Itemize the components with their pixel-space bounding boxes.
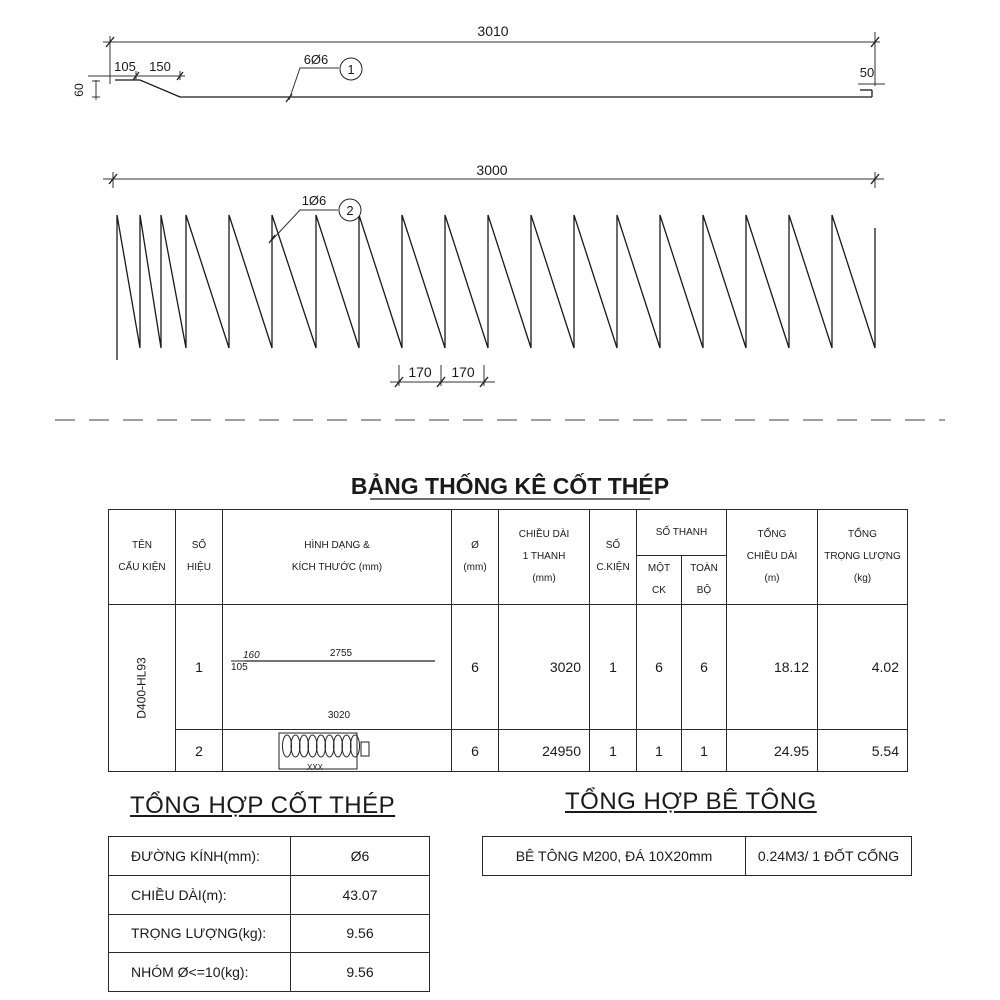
- header-name: TÊN CẤU KIỆN: [109, 510, 176, 605]
- svg-text:160: 160: [243, 649, 260, 661]
- coil-loop: [342, 735, 351, 757]
- header-total-bars: TOÀN BỘ: [682, 556, 727, 605]
- table-row: BÊ TÔNG M200, ĐÁ 10X20mm 0.24M3/ 1 ĐỐT CỐNG: [483, 837, 912, 876]
- coil-loop: [308, 735, 317, 757]
- element-name: D400-HL93: [109, 605, 176, 772]
- svg-text:XXX: XXX: [306, 763, 324, 772]
- table-row: NHÓM Ø<=10(kg): 9.56: [109, 953, 430, 992]
- rebar-schedule-table: [108, 509, 908, 772]
- table-row: [109, 730, 908, 772]
- row-2-no: 2: [176, 730, 223, 772]
- table-row: TRỌNG LƯỢNG(kg): 9.56: [109, 914, 430, 953]
- bar-2-mark: 1Ø6: [301, 193, 327, 208]
- bar-1-end-hook: 50: [859, 65, 875, 80]
- row-2-elements: 1: [590, 730, 637, 772]
- header-length: CHIỀU DÀI 1 THANH (mm): [499, 510, 590, 605]
- bar-1-total-length: 3010: [477, 23, 509, 39]
- row-1-diameter: 6: [452, 605, 499, 730]
- row-1-no: 1: [176, 605, 223, 730]
- rebar-drawing: [0, 0, 1000, 440]
- row-1-elements: 1: [590, 605, 637, 730]
- bar-2-pitch-b: 170: [451, 364, 475, 380]
- table-title: [340, 468, 680, 502]
- coil-loop: [317, 735, 326, 757]
- svg-text:BẢNG THỐNG KÊ CỐT THÉP: BẢNG THỐNG KÊ CỐT THÉP: [350, 473, 670, 499]
- bar-2-drawing: [103, 162, 884, 387]
- header-per-element: MỘT CK: [637, 556, 682, 605]
- bar-1-bubble-number: 1: [347, 62, 355, 77]
- header-no: SỐ HIỆU: [176, 510, 223, 605]
- bar-1-height: 60: [72, 83, 86, 97]
- steel-summary-title: TỔNG HỢP CỐT THÉP: [130, 792, 396, 819]
- header-shape: HÌNH DẠNG & KÍCH THƯỚC (mm): [223, 510, 452, 605]
- bar-2-pitch-a: 170: [408, 364, 432, 380]
- concrete-summary-title: TỔNG HỢP BÊ TÔNG: [565, 788, 817, 815]
- row-2-per-element: 1: [637, 730, 682, 772]
- bar-1-mark: 6Ø6: [303, 52, 329, 67]
- coil-loop: [334, 735, 343, 757]
- row-2-total-weight: 5.54: [818, 730, 908, 772]
- bar-2-bubble-number: 2: [346, 203, 354, 218]
- row-1-shape-sketch: [223, 636, 451, 696]
- header-diameter: Ø (mm): [452, 510, 499, 605]
- table-row: ĐƯỜNG KÍNH(mm): Ø6: [109, 837, 430, 876]
- row-1-per-element: 6: [637, 605, 682, 730]
- row-1-total-weight: 4.02: [818, 605, 908, 730]
- row-1-total-bars: 6: [682, 605, 727, 730]
- header-total-length: TỔNG CHIỀU DÀI (m): [727, 510, 818, 605]
- bar-1-seg-b: 150: [149, 59, 171, 74]
- row-2-shape: [223, 710, 452, 772]
- bar-1-drawing: [72, 23, 885, 102]
- row-1-length: 3020: [499, 605, 590, 730]
- bar-2-total-length: 3000: [476, 162, 508, 178]
- row-1-total-length: 18.12: [727, 605, 818, 730]
- svg-text:105: 105: [231, 661, 248, 673]
- bar-1-shape: [115, 80, 872, 97]
- row-2-diameter: 6: [452, 730, 499, 772]
- concrete-summary-table: [482, 836, 912, 876]
- bar-1-seg-a: 105: [114, 59, 136, 74]
- svg-text:2755: 2755: [329, 647, 353, 659]
- row-2-shape-sketch: [223, 708, 451, 772]
- coil-loop: [300, 735, 309, 757]
- svg-text:3020: 3020: [327, 710, 351, 721]
- header-total-weight: TỔNG TRỌNG LƯỢNG (kg): [818, 510, 908, 605]
- coil-loop: [325, 735, 334, 757]
- header-elements: SỐ C.KIỆN: [590, 510, 637, 605]
- coil-loop: [351, 735, 360, 757]
- row-2-total-length: 24.95: [727, 730, 818, 772]
- header-bars: SỐ THANH: [637, 510, 727, 556]
- coil-loop: [283, 735, 292, 757]
- bar-2-spiral: [117, 215, 875, 360]
- row-2-total-bars: 1: [682, 730, 727, 772]
- table-row: CHIỀU DÀI(m): 43.07: [109, 875, 430, 914]
- row-2-length: 24950: [499, 730, 590, 772]
- coil-loop: [291, 735, 300, 757]
- steel-summary-table: [108, 836, 430, 992]
